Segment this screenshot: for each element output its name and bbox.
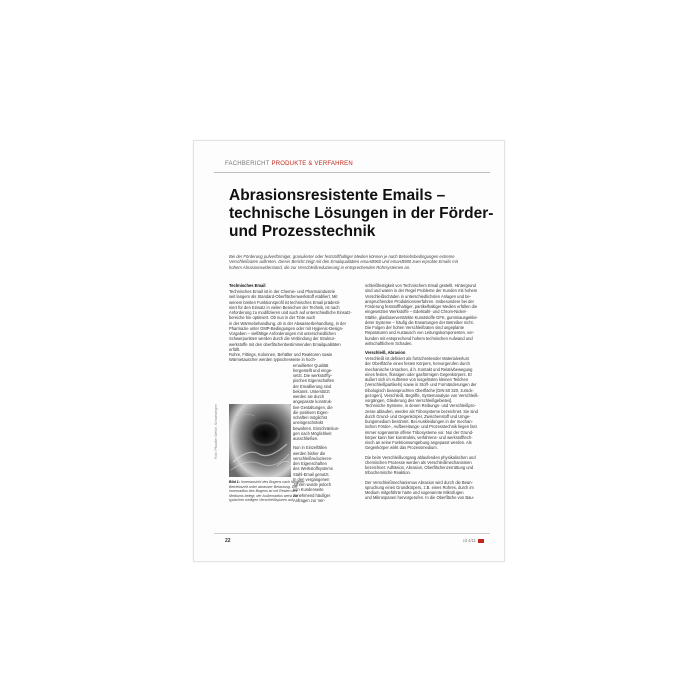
- text-line: immer sogenannte offene Tribosysteme vor. Nur der Grund-: [365, 429, 474, 435]
- magazine-page: [193, 140, 505, 562]
- text-line: von Kundenseite: [293, 487, 324, 493]
- caption-line: Betriebszeit unter abrasiver Belastung. Der: [229, 484, 298, 489]
- text-line: schleißfestigkeit von Technischem Email gestellt. Hintergrund: [365, 283, 476, 288]
- text-line: seit langem als Standard-Oberflächenwerkstoff etabliert. Mit: [229, 294, 338, 300]
- title-line: technische Lösungen in der Förder-: [229, 205, 494, 222]
- text-line: Stahl-Email genutzt.: [293, 471, 330, 477]
- text-line: Die beim Verschleißvorgang ablaufenden physikalischen und: [365, 454, 476, 460]
- text-line: Technische Systeme, in denen Reibungs- und Verschleißpro-: [365, 403, 476, 409]
- text-line: bekannt. Unterstützt: [293, 388, 330, 394]
- text-line: erfüllt.: [229, 346, 241, 352]
- text-line: pischen Eigenschaften: [293, 378, 335, 384]
- issue-text: cit 4/11: [462, 538, 476, 543]
- text-line: der Oberfläche eines festen Körpers, hervorgerufen durch: [365, 361, 470, 367]
- header-rule: [214, 172, 490, 173]
- text-line: Die Folgen der hohen Verschleißraten sind ungeplante: [365, 325, 464, 330]
- text-line: gezogen]. Verschleiß, Begriffe, Systemanalyse von Verschleiß-: [365, 392, 479, 398]
- caption-line: Mediums belegt, der Außenradius weist die: [229, 493, 298, 498]
- photo-caption: [229, 480, 305, 503]
- text-line: Verschleißschäden in unterschiedlichsten Anlagen und be-: [365, 293, 472, 299]
- section-label: FACHBERICHT: [225, 161, 270, 167]
- text-line: (Verschleißpartikeln) sowie in Stoff- und Formänderungen der: [365, 382, 477, 388]
- page-number: 22: [225, 538, 231, 544]
- text-line: spruchung eines Grundkörpers, z.B. eines Rohres, durch im: [365, 484, 474, 490]
- text-line: die positiven Eigen-: [293, 409, 329, 415]
- issue-label: [463, 538, 484, 543]
- text-line: und Mikrospanen hervorgerufen. In die Oberfläche von Bau-: [365, 495, 475, 501]
- text-line: gen nach Möglichkeit: [293, 430, 332, 436]
- lead-line: Bei der Förderung pulverförmiger, granulierter oder feststoffhaltiger Medien können je nach Betriebsbedingungen extreme: [229, 254, 455, 259]
- text-line: emaillierter Qualität: [293, 362, 329, 368]
- title-line: Abrasionsresistente Emails –: [229, 187, 446, 204]
- text-line: in der Wärmebehandlung, ob in der Abwasserbehandlung, in der: [229, 320, 346, 326]
- text-line: tribochemische Reaktion.: [365, 470, 411, 476]
- caption-label: Bild 1:: [229, 480, 240, 484]
- text-line: der Emaillierung sind: [293, 383, 332, 389]
- text-line: Wärmetauscher werden typischerweise in hoch-: [229, 357, 317, 363]
- lead-line: Verschleißraten auftreten. Dieser Bericht zeigt mit den Emailqualitäten emaAB960 und emaAB980 zwei erprobte Emails mit: [229, 259, 458, 265]
- text-line: Nun in Einzelfällen: [293, 445, 327, 451]
- lead-line: hohem Abrasionswiderstand, die zur Verschleißreduzierung in entsprechenden Rohrsystemen an.: [229, 264, 411, 270]
- text-line: Anforderung zu modifizieren und auch auf unterschiedliche Einsatz-: [229, 310, 352, 315]
- text-line: tribologisch beanspruchten Oberfläche [DIN 50 320, zurück-: [365, 387, 474, 393]
- title-line: und Prozesstechnik: [229, 223, 376, 240]
- text-line: setzt. Die werkstoffty-: [293, 373, 333, 378]
- text-line: Stähle, glasfaserverstärkte Kunststoffe GFK, gummiausgeklei-: [365, 314, 478, 320]
- text-line: Förderung feststoffhaltiger, partikelhaltiger Medien erfüllen die: [365, 304, 478, 309]
- text-line: wirtschaftlichem Schaden.: [365, 340, 413, 346]
- section-heading: Verschleiß, Abrasion: [365, 350, 406, 355]
- text-line: werden sie durch: [293, 394, 325, 399]
- text-line: des Werkstoffsystems: [293, 466, 333, 472]
- text-line: bunden mit entsprechend hohem technischen Aufwand und: [365, 335, 473, 341]
- text-line: werkstoffe mit den oberflächenbestimmenden Emailqualitäten: [229, 341, 341, 347]
- text-line: Rohre, Fittings, Kolonnen, Behälter und Reaktoren sowie: [229, 352, 333, 357]
- text-line: seinem breiten Funktionsprofil ist technisches Email prädesti-: [229, 299, 341, 305]
- text-line: Pharmazie unter GMP-Bedingungen oder mit Hygienic-Design-: [229, 325, 344, 331]
- text-line: sind und waren in der Regel Probleme der Kunden mit hohem: [365, 288, 478, 294]
- text-line: Verschleiß ist definiert als fortschreitender Materialverlust: [365, 356, 469, 361]
- photo-credit-text: Foto: Pfaudler Werke, Schwetzingen: [214, 404, 218, 459]
- text-line: zesse ablaufen, werden als Tribosysteme bezeichnet. Sie sind: [365, 408, 478, 414]
- right-column: [365, 283, 483, 501]
- text-line: Jahren wurde jedoch: [293, 482, 332, 487]
- text-line: Reparaturen und Austausch von Leitungskomponenten, ver-: [365, 330, 475, 336]
- subsection-label: PRODUKTE & VERFAHREN: [271, 161, 353, 167]
- text-line: bewahren. Einschränkun-: [293, 425, 340, 431]
- text-line: Medium mitgeführte harte und sogenannte Mikrofugen: [365, 490, 464, 495]
- article-title: [229, 187, 494, 241]
- text-line: schaften möglichst: [293, 415, 327, 420]
- text-line: körper kann hier konstruktiv, verfahrens- und werkstofftech-: [365, 434, 473, 440]
- pipe-interior-illustration: [229, 404, 291, 477]
- caption-line: typischen welligen Verschleißspuren auf: [229, 498, 293, 503]
- text-line: Der Verschleißmechanismus Abrasion wird durch die Bean-: [365, 479, 473, 485]
- text-line: Schwerpunkten werden durch die Verbindung der Struktur-: [229, 336, 336, 342]
- text-line: ischen Förder-, Aufbereitungs- und Prozesstechnik liegen fast: [365, 424, 477, 430]
- text-line: bungsmedium bestimmt. Bei Auskleidungen in der mechan-: [365, 419, 473, 424]
- text-line: verschleißreduzieren-: [293, 455, 333, 461]
- photo-credit: [212, 404, 222, 459]
- pipe-bend-photo: [229, 404, 291, 477]
- footer-rule: [214, 533, 490, 534]
- section-heading: Technisches Email: [229, 283, 266, 288]
- text-line: vorgängen, Gliederung des Verschleißgebietes].: [365, 398, 453, 403]
- text-line: niert für den Einsatz in vielen Bereichen der Technik, ist nach: [229, 304, 340, 310]
- text-line: anspruchenden Produktionsverfahren. Insbesondere bei der: [365, 298, 475, 304]
- text-line: nisch an seine Funktionsumgebung angepasst werden. Als: [365, 440, 472, 445]
- text-line: den Eigenschaften: [293, 461, 327, 466]
- text-line: angepasste konstruk-: [293, 399, 333, 405]
- text-line: zunehmend häufiger: [293, 492, 331, 498]
- text-line: eingesetzten Werkstoffe – Edelstahl- und Chrom-Nickel-: [365, 309, 467, 315]
- publisher-mark-icon: [478, 539, 484, 543]
- text-line: mechanische Ursachen, d.h. Kontakt und Relativbewegung: [365, 366, 473, 372]
- text-line: bereiche hin optimiert. Ob nun in der Tinte auch: [229, 315, 316, 321]
- text-line: werden bisher die: [293, 450, 326, 456]
- section-header: [225, 161, 353, 167]
- text-line: Technisches Email ist in der Chemie- und Pharmaindustrie: [229, 289, 336, 294]
- text-line: uneingeschränkt: [293, 420, 324, 426]
- article-lead: [229, 254, 467, 270]
- caption-line: Innenradius des Bogens ist mit Resten des: [229, 489, 298, 494]
- text-line: deter Systeme – häufig die Erwartungen der Betreiber nicht.: [365, 319, 474, 325]
- text-line: Anfragen zur Ver-: [293, 497, 326, 503]
- text-line: durch Grund- und Gegenkörper, Zwischenstoff und Umge-: [365, 413, 471, 419]
- text-line: tive Gestaltungen, die: [293, 404, 333, 410]
- text-line: Vorgaben – vielfältige Anforderungen mit unterschiedlichen: [229, 331, 336, 336]
- text-line: Gegenkörper wirkt das Prozessmedium.: [365, 445, 438, 451]
- text-line: In den vergangenen: [293, 476, 330, 482]
- text-line: ausschließen.: [293, 436, 319, 441]
- text-line: äußert sich im Auftreten von losgelösten kleinen Teilchen: [365, 377, 469, 382]
- caption-line: Innenansicht des Bogens nach längerer: [240, 480, 305, 484]
- text-line: eines festen, flüssigen oder gasförmigen Gegenkörpers. Er: [365, 371, 472, 377]
- text-line: chemischen Prozesse werden als Verschleißmechanismen: [365, 459, 472, 465]
- text-line: hergestellt und einge-: [293, 367, 333, 373]
- text-line: bezeichnet: Adhäsion, Abrasion, Oberflächenzerrüttung und: [365, 465, 474, 470]
